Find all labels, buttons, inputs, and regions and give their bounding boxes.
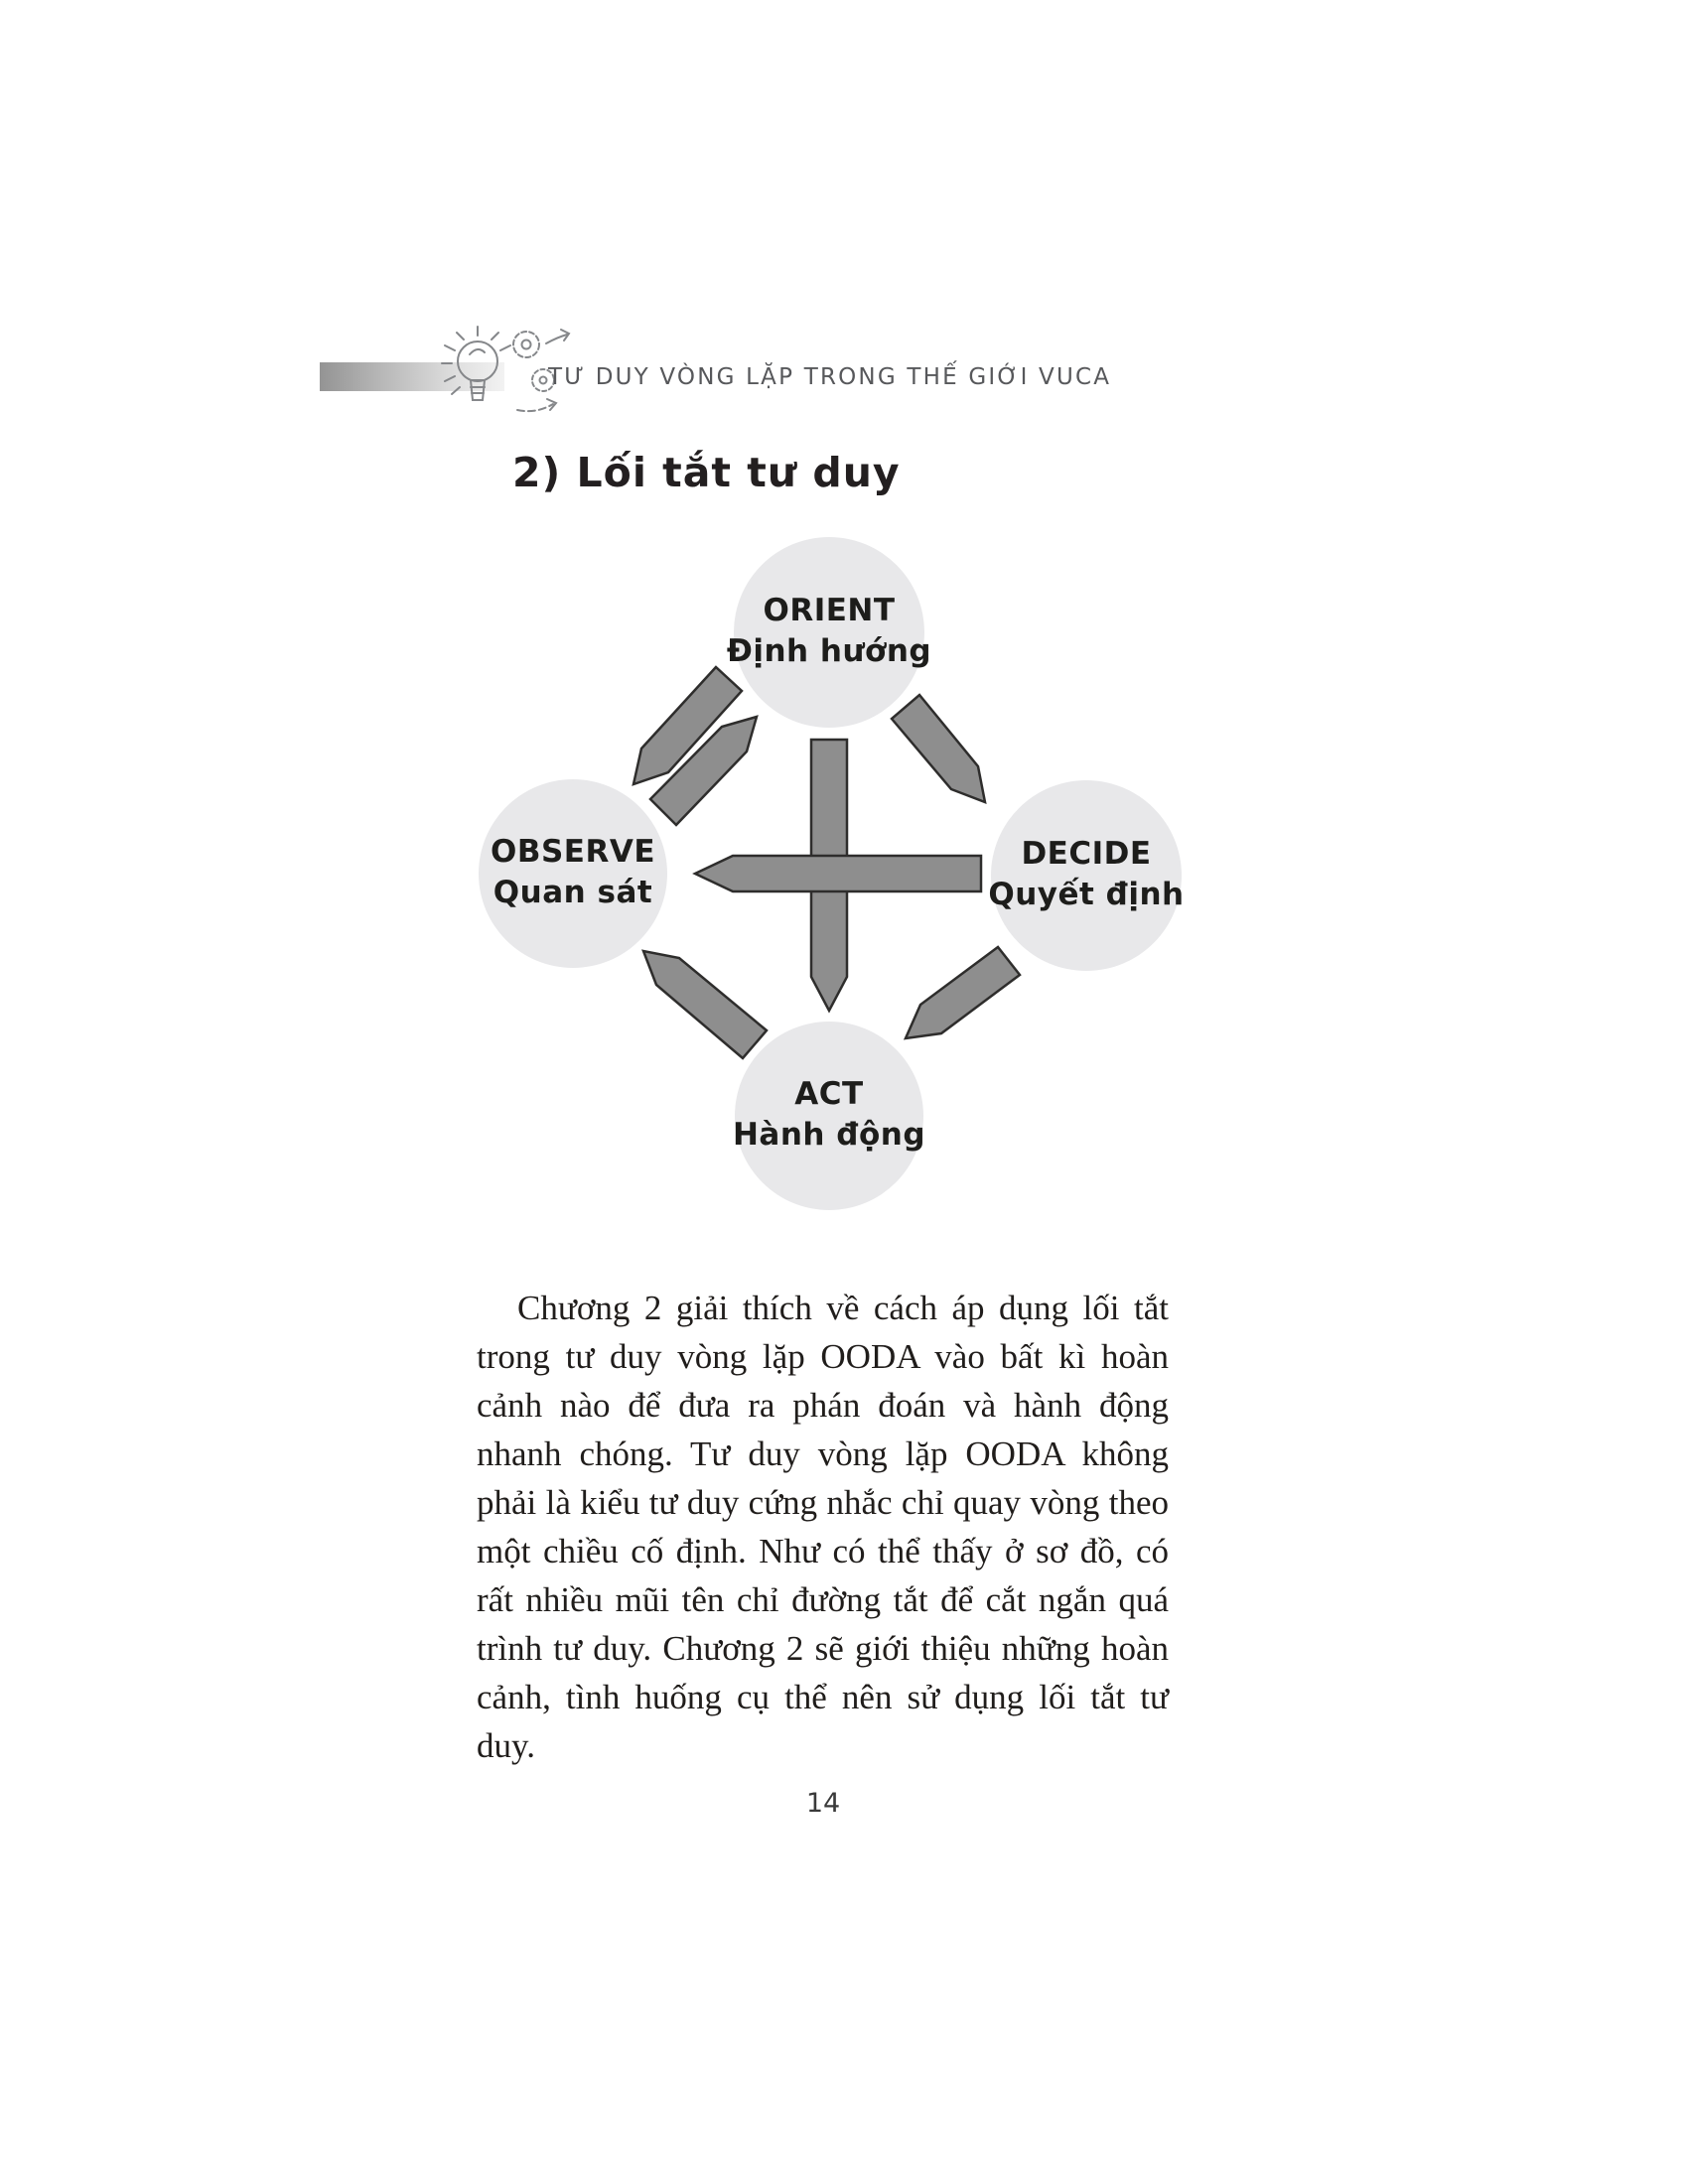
arrow-bottom-right-icon (517, 399, 556, 411)
node-observe-label-en: OBSERVE (490, 834, 656, 870)
node-observe-circle (479, 779, 667, 968)
lightbulb-icon (458, 341, 497, 400)
node-act-label-vi: Hành động (732, 1117, 926, 1153)
node-orient-label-vi: Định hướng (726, 633, 932, 669)
body-paragraph: Chương 2 giải thích về cách áp dụng lối tắt trong tư duy vòng lặp OODA vào bất kì hoàn cảnh nào để đưa ra phán đoán và hành động nhanh chóng. Tư duy vòng lặp OODA không phải là kiểu tư duy cứng nhắc chỉ quay vòng theo một chiều cố định. Như có thể thấy ở sơ đồ, có rất nhiều mũi tên chỉ đường tắt để cắt ngắn quá trình tư duy. Chương 2 sẽ giới thiệu những hoàn cảnh, tình huống cụ thể nên sử dụng lối tắt tư duy. (477, 1289, 1169, 1765)
arrow-orient-to-decide-diagonal (892, 695, 985, 802)
section-heading: 2) Lối tắt tư duy (512, 449, 901, 496)
arrow-act-to-observe-diagonal (643, 951, 767, 1058)
arrow-top-right-icon (546, 330, 569, 343)
node-decide-label-vi: Quyết định (988, 877, 1185, 912)
node-decide-label-en: DECIDE (1021, 836, 1152, 872)
arrow-decide-to-observe-left (695, 856, 981, 891)
page-number: 14 (805, 1788, 841, 1819)
lightbulb-rays (442, 327, 510, 394)
node-act-circle (732, 1022, 926, 1210)
node-decide-circle (991, 780, 1182, 971)
node-act-label-en: ACT (794, 1076, 864, 1112)
arrow-decide-to-act-diagonal (906, 947, 1020, 1038)
ooda-loop-diagram (427, 496, 1241, 1251)
node-observe-label-vi: Quan sát (492, 875, 653, 910)
gear-icon-large (513, 332, 539, 357)
running-header-title: TƯ DUY VÒNG LẶP TRONG THẾ GIỚI VUCA (548, 364, 1112, 390)
node-orient-label-en: ORIENT (763, 593, 896, 628)
node-orient-circle (734, 537, 924, 728)
